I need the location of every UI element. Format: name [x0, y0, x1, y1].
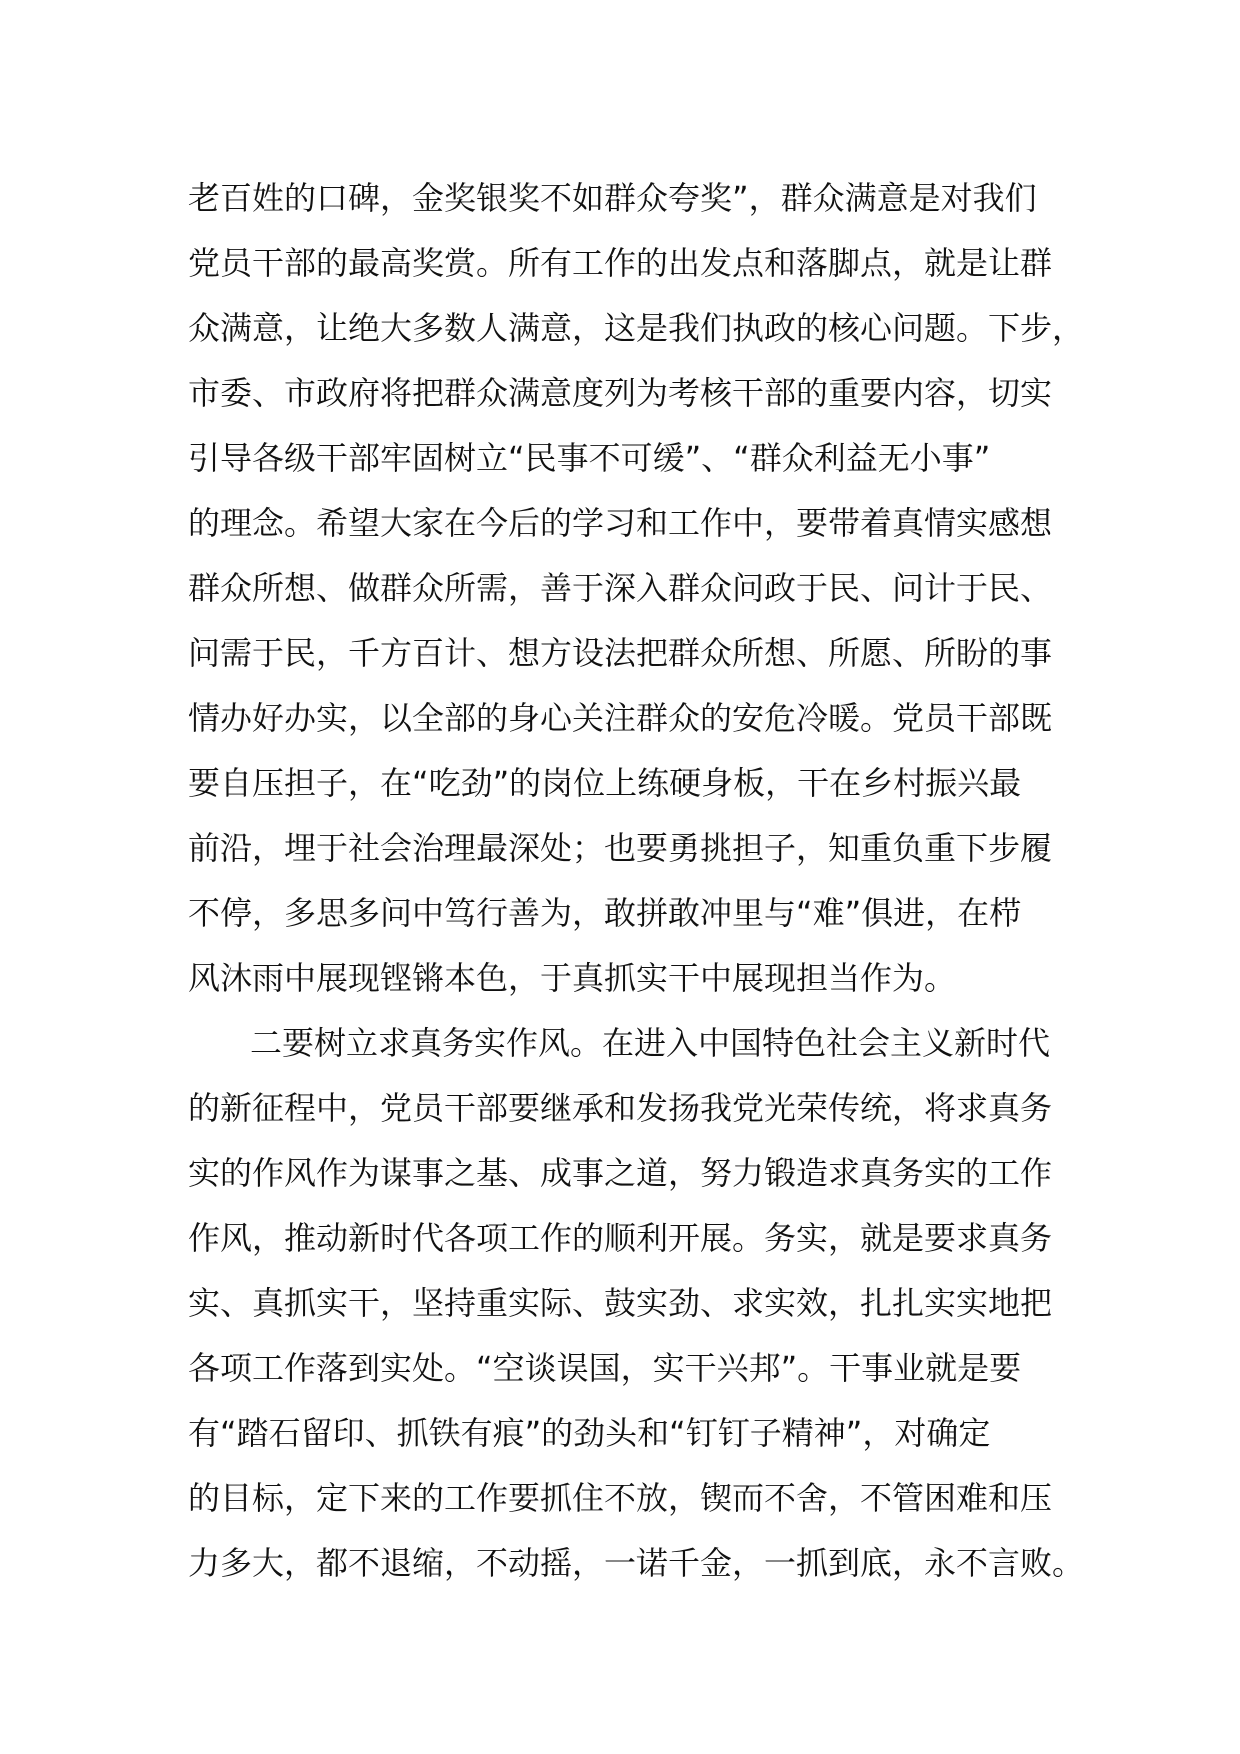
text-line: 力多大，都不退缩，不动摇，一诺千金，一抓到底，永不言败。: [188, 1544, 1085, 1582]
text-line: 前沿，埋于社会治理最深处；也要勇挑担子，知重负重下步履: [188, 829, 1053, 867]
text-line: 二要树立求真务实作风。在进入中国特色社会主义新时代: [250, 1024, 1051, 1062]
text-line: 老百姓的口碑，金奖银奖不如群众夸奖”，群众满意是对我们: [188, 179, 1037, 217]
paragraph-1: [188, 166, 1088, 1011]
text-line: 情办好办实，以全部的身心关注群众的安危冷暖。党员干部既: [188, 699, 1053, 737]
text-line: 不停，多思多问中笃行善为，敢拼敢冲里与“难”俱进，在栉: [188, 894, 1022, 932]
text-line: 的理念。希望大家在今后的学习和工作中，要带着真情实感想: [188, 504, 1053, 542]
text-line: 风沐雨中展现铿锵本色，于真抓实干中展现担当作为。: [188, 959, 957, 997]
text-line: 作风，推动新时代各项工作的顺利开展。务实，就是要求真务: [188, 1219, 1053, 1257]
document-body: [188, 166, 1088, 1596]
paragraph-2: [188, 1011, 1088, 1596]
text-line: 的目标，定下来的工作要抓住不放，锲而不舍，不管困难和压: [188, 1479, 1053, 1517]
text-line: 要自压担子，在“吃劲”的岗位上练硬身板，干在乡村振兴最: [188, 764, 1022, 802]
text-line: 群众所想、做群众所需，善于深入群众问政于民、问计于民、: [188, 569, 1053, 607]
text-line: 的新征程中，党员干部要继承和发扬我党光荣传统，将求真务: [188, 1089, 1053, 1127]
text-line: 引导各级干部牢固树立“民事不可缓”、“群众利益无小事”: [188, 439, 991, 477]
text-line: 问需于民，千方百计、想方设法把群众所想、所愿、所盼的事: [188, 634, 1053, 672]
text-line: 有“踏石留印、抓铁有痕”的劲头和“钉钉子精神”，对确定: [188, 1414, 991, 1452]
text-line: 党员干部的最高奖赏。所有工作的出发点和落脚点，就是让群: [188, 244, 1053, 282]
text-line: 实的作风作为谋事之基、成事之道，努力锻造求真务实的工作: [188, 1154, 1053, 1192]
text-line: 实、真抓实干，坚持重实际、鼓实劲、求实效，扎扎实实地把: [188, 1284, 1053, 1322]
text-line: 市委、市政府将把群众满意度列为考核干部的重要内容，切实: [188, 374, 1053, 412]
text-line: 众满意，让绝大多数人满意，这是我们执政的核心问题。下步，: [188, 309, 1085, 347]
text-line: 各项工作落到实处。“空谈误国，实干兴邦”。干事业就是要: [188, 1349, 1022, 1387]
